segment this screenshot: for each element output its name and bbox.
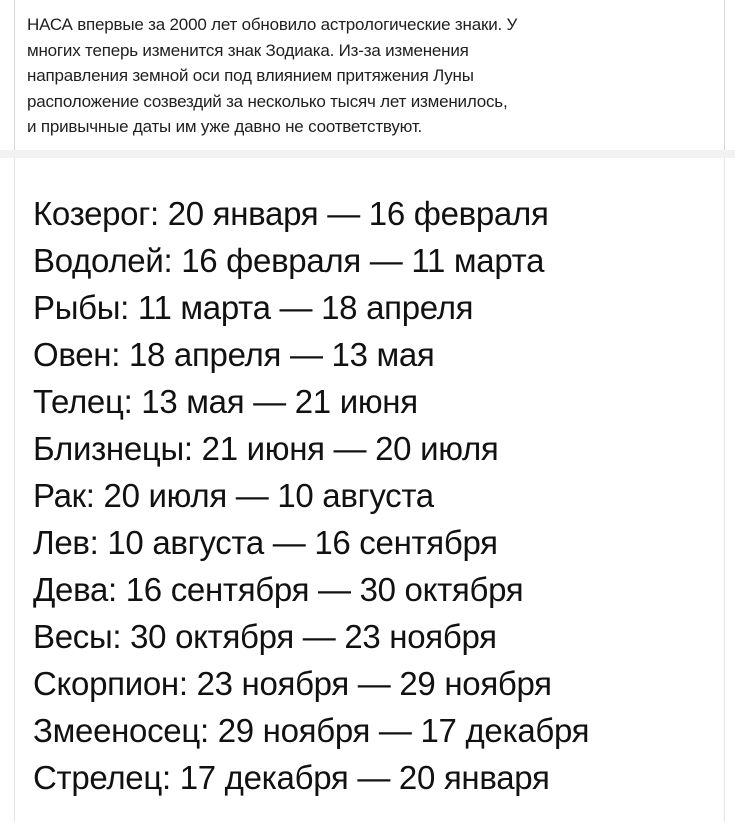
section-divider bbox=[0, 150, 735, 158]
zodiac-signs-list bbox=[33, 190, 589, 801]
zodiac-sign-row: Рыбы: 11 марта — 18 апреля bbox=[33, 289, 474, 326]
post-card bbox=[14, 0, 725, 150]
post-text-line: многих теперь изменится знак Зодиака. Из-за изменения bbox=[27, 40, 469, 60]
zodiac-sign-row: Телец: 13 мая — 21 июня bbox=[33, 383, 418, 420]
zodiac-sign-row: Весы: 30 октября — 23 ноября bbox=[33, 618, 497, 655]
zodiac-sign-row: Стрелец: 17 декабря — 20 января bbox=[33, 759, 550, 796]
post-text-line: расположение созвездий за несколько тысяч лет изменилось, bbox=[27, 91, 508, 111]
zodiac-sign-row: Скорпион: 23 ноября — 29 ноября bbox=[33, 665, 552, 702]
zodiac-sign-row: Дева: 16 сентября — 30 октября bbox=[33, 571, 524, 608]
zodiac-sign-row: Близнецы: 21 июня — 20 июля bbox=[33, 430, 499, 467]
zodiac-sign-row: Водолей: 16 февраля — 11 марта bbox=[33, 242, 545, 279]
post-text bbox=[27, 12, 717, 140]
post-text-line: и привычные даты им уже давно не соответствуют. bbox=[27, 117, 423, 136]
post-text-line: направления земной оси под влиянием притяжения Луны bbox=[27, 66, 474, 85]
zodiac-dates-image bbox=[14, 158, 725, 822]
zodiac-sign-row: Лев: 10 августа — 16 сентября bbox=[33, 524, 498, 561]
zodiac-sign-row: Рак: 20 июля — 10 августа bbox=[33, 477, 434, 514]
zodiac-sign-row: Овен: 18 апреля — 13 мая bbox=[33, 336, 435, 373]
post-text-line: НАСА впервые за 2000 лет обновило астрологические знаки. У bbox=[27, 15, 518, 34]
zodiac-sign-row: Змееносец: 29 ноября — 17 декабря bbox=[33, 712, 590, 749]
zodiac-sign-row: Козерог: 20 января — 16 февраля bbox=[33, 195, 549, 232]
